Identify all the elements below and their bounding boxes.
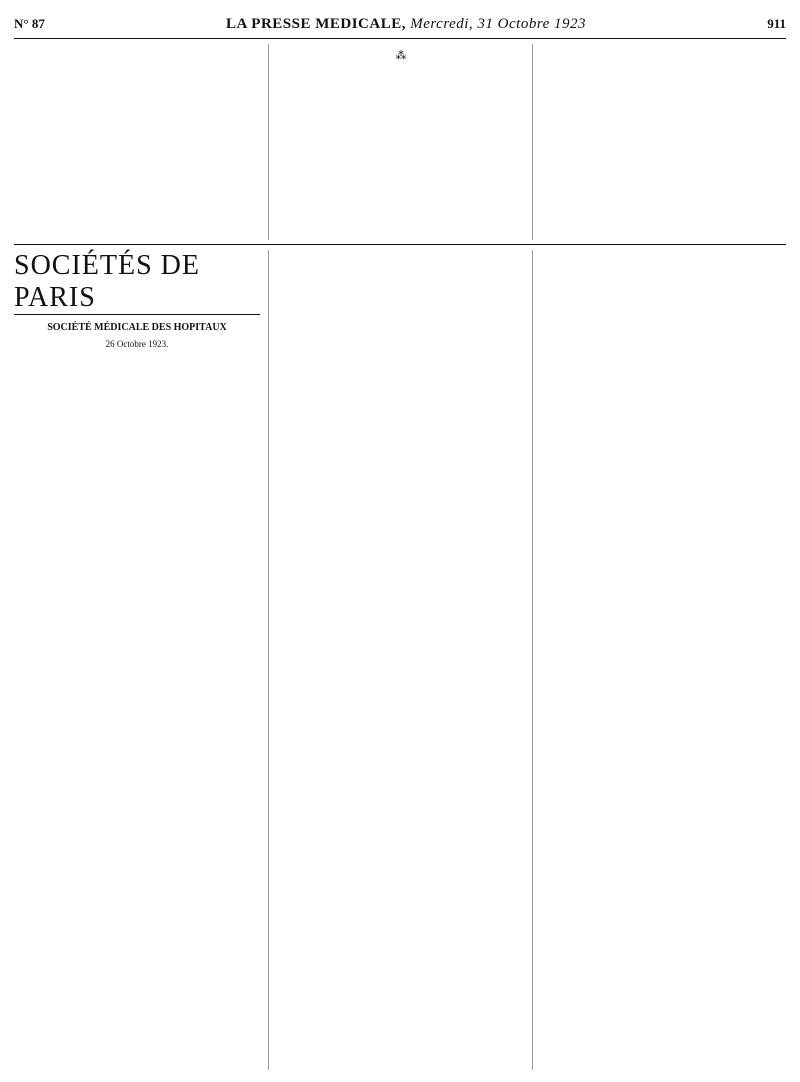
column-rule — [268, 250, 269, 1070]
issue-date: Mercredi, 31 Octobre 1923 — [410, 15, 587, 32]
banner-title: SOCIÉTÉS DE PARIS — [14, 250, 200, 313]
column-rule — [532, 44, 533, 240]
page-header — [14, 10, 786, 39]
section-banner — [14, 250, 260, 315]
column-rule — [532, 250, 533, 1070]
society-title: SOCIÉTÉ MÉDICALE DES HOPITAUX — [47, 322, 227, 333]
meeting-date: 26 Octobre 1923. — [105, 338, 169, 349]
column-rule — [268, 44, 269, 240]
lower-column-3 — [540, 250, 786, 1070]
page-number: 911 — [767, 16, 786, 31]
lower-column-2 — [278, 250, 524, 1070]
journal-title: LA PRESSE MEDICALE, Mercredi, 31 Octobre 1923 — [226, 15, 587, 32]
section-rule — [14, 244, 786, 245]
journal-name: LA PRESSE MEDICALE — [226, 15, 402, 32]
top-column-3 — [540, 44, 786, 240]
top-column-1 — [14, 44, 260, 240]
top-column-2 — [278, 44, 524, 240]
issue-number: N° 87 — [14, 16, 45, 31]
asterism: ⁂ — [395, 50, 407, 62]
lower-column-1 — [14, 320, 260, 1070]
